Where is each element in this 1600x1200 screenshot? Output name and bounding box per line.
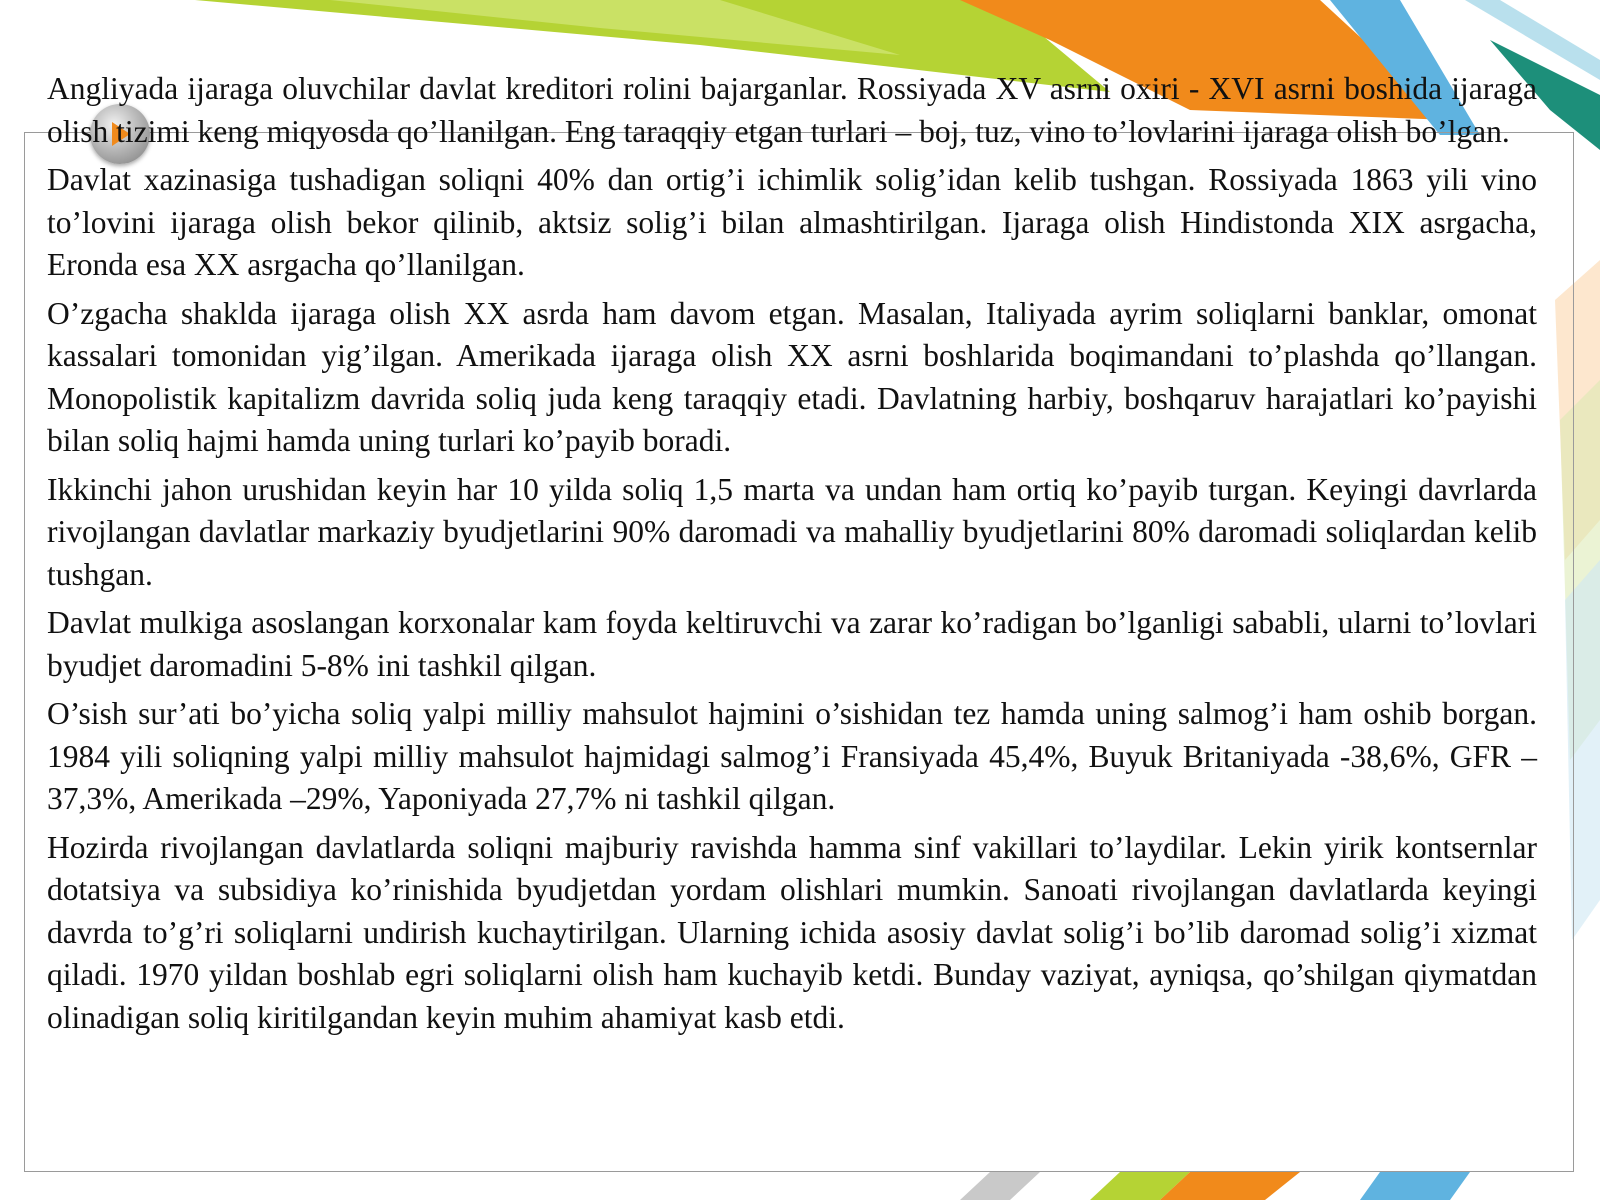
paragraph: Davlat mulkiga asoslangan korxonalar kam foyda keltiruvchi va zarar ko’radigan bo’lganligi sababli, ularni to’lovlari byudjet daromadini 5-8% ini tashkil qilgan. [47,605,1537,683]
paragraph: Angliyada ijaraga oluvchilar davlat kreditori rolini bajarganlar. Rossiyada XV asrni oxiri - XVI asrni boshida ijaraga olish tizimi keng miqyosda qo’llanilgan. Eng taraqqiy etgan turlari – boj, tuz, vino to’lovlarini ijaraga olish bo’lgan. [47,71,1537,149]
paragraph: Davlat xazinasiga tushadigan soliqni 40% dan ortig’i ichimlik solig’idan kelib tushgan. Rossiyada 1863 yili vino to’lovini ijaraga olish bekor qilinib, aktsiz solig’i bilan almashtirilgan. Ijaraga olish Hindistonda XIX asrgacha, Eronda esa XX asrgacha qo’llanilgan. [47,162,1537,282]
blue-swoosh-bottom [1360,1172,1470,1200]
gray-swoosh-bottom [960,1172,1040,1200]
paragraph: O’zgacha shaklda ijaraga olish XX asrda ham davom etgan. Masalan, Italiyada ayrim soliqlarni banklar, omonat kassalari tomonidan yig’ilgan. Amerikada ijaraga olish XX asrni boshlarida boqimandani to’plashda qo’llangan. Monopolistik kapitalizm davrida soliq juda keng taraqqiy etadi. Davlatning harbiy, boshqaruv harajatlari ko’payishi bilan soliq hajmi hamda uning turlari ko’payib boradi. [47,295,1537,458]
paragraph: Ikkinchi jahon urushidan keyin har 10 yilda soliq 1,5 marta va undan ham ortiq ko’payib turgan. Keyingi davrlarda rivojlangan davlatlar markaziy byudjetlarini 90% daromadi va mahalliy byudjetlarini 80% daromadi soliqlardan kelib tushgan. [47,471,1537,592]
text-body [47,68,1537,1045]
paragraph: Hozirda rivojlangan davlatlarda soliqni majburiy ravishda hamma sinf vakillari to’laydilar. Lekin yirik kontsernlar dotatsiya va subsidiya ko’rinishida byudjetdan yordam olishlari mumkin. Sanoati rivojlangan davlatlarda keyingi davrda to’g’ri soliqlarni undirish kuchaytirilgan. Ularning ichida asosiy davlat solig’i bo’lib daromad solig’i xizmat qiladi. 1970 yildan boshlab egri soliqlarni olish ham kuchayib ketdi. Bunday vaziyat, ayniqsa, qo’shilgan qiymatdan olinadigan soliq kiritilgandan keyin muhim ahamiyat kasb etdi. [47,829,1537,1035]
paragraph: O’sish sur’ati bo’yicha soliq yalpi milliy mahsulot hajmini o’sishidan tez hamda uning salmog’i ham oshib borgan. 1984 yili soliqning yalpi milliy mahsulot hajmidagi salmog’i Fransiyada 45,4%, Buyuk Britaniyada -38,6%, GFR –37,3%, Amerikada –29%, Yaponiyada 27,7% ni tashkil qilgan. [47,696,1537,816]
